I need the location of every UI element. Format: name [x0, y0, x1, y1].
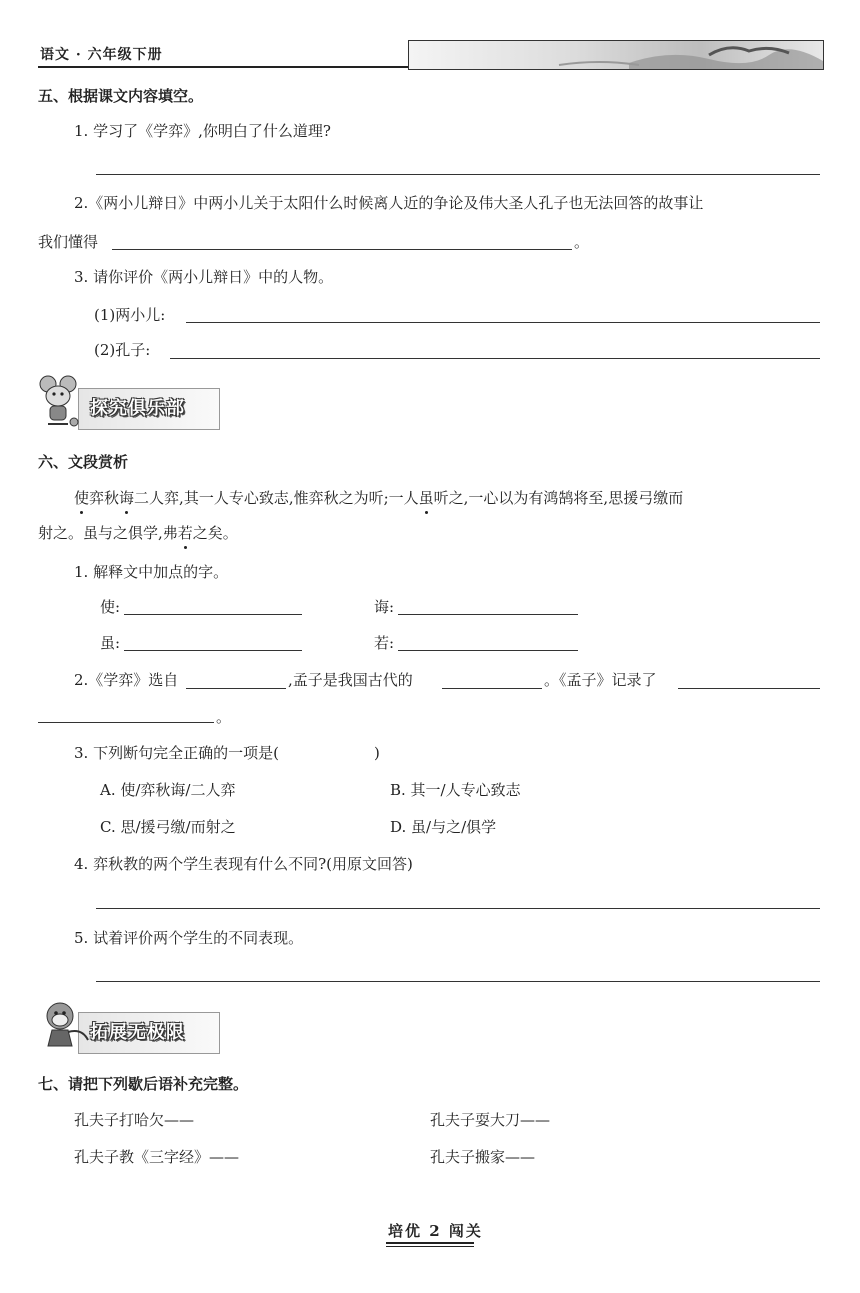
s5-q2-prefix: 我们懂得	[38, 233, 99, 251]
word-line-sui[interactable]	[124, 650, 302, 651]
s6-q2-part-a: 2.《学弈》选自	[74, 671, 179, 689]
s5-q3-part2-line[interactable]	[170, 358, 820, 359]
s6-q2-end: 。	[216, 708, 232, 726]
word-label-sui: 虽:	[100, 634, 121, 652]
club-banner-expand	[38, 998, 220, 1054]
section7-title: 七、请把下列歇后语补充完整。	[38, 1075, 249, 1093]
footer-rule	[386, 1242, 474, 1244]
s5-question-1: 1. 学习了《学弈》,你明白了什么道理?	[74, 122, 331, 140]
s6-q2-part-c: 。《孟子》记录了	[544, 671, 657, 689]
s6-q2-blank-2[interactable]	[442, 688, 542, 689]
idiom-1: 孔夫子打哈欠——	[74, 1111, 195, 1129]
header-rule	[38, 66, 408, 68]
idiom-2: 孔夫子耍大刀——	[430, 1111, 551, 1129]
s6-q2-blank-3-cont[interactable]	[38, 722, 214, 723]
s5-q3-part1-line[interactable]	[186, 322, 820, 323]
word-line-hui[interactable]	[398, 614, 578, 615]
mouse-mascot-icon	[38, 374, 98, 430]
option-d[interactable]: D. 虽/与之/俱学	[390, 818, 497, 836]
dotted-char-hui: 诲	[119, 489, 135, 507]
s6-q2-blank-1[interactable]	[186, 688, 286, 689]
s6-question-3: 3. 下列断句完全正确的一项是(	[74, 744, 279, 762]
club-label: 探究俱乐部	[90, 398, 185, 419]
s5-q2-answer-line[interactable]	[112, 249, 572, 250]
s6-question-4: 4. 弈秋教的两个学生表现有什么不同?(用原文回答)	[74, 855, 413, 873]
dotted-char-shi: 使	[74, 489, 90, 507]
dotted-char-sui: 虽	[418, 489, 434, 507]
option-a[interactable]: A. 使/弈秋诲/二人弈	[100, 781, 236, 799]
s5-q1-answer-line[interactable]	[96, 174, 820, 175]
header-subject: 语文 · 六年级下册	[40, 47, 163, 63]
word-label-hui: 诲:	[374, 598, 395, 616]
word-label-shi: 使:	[100, 598, 121, 616]
footer-rule-thin	[386, 1246, 474, 1247]
word-line-shi[interactable]	[124, 614, 302, 615]
option-c[interactable]: C. 思/援弓缴/而射之	[100, 818, 236, 836]
s6-question-5: 5. 试着评价两个学生的不同表现。	[74, 929, 304, 947]
club-label: 拓展无极限	[90, 1022, 185, 1043]
idiom-4: 孔夫子搬家——	[430, 1148, 536, 1166]
section6-title: 六、文段赏析	[38, 453, 129, 471]
monkey-mascot-icon	[38, 998, 98, 1054]
header-banner-image	[408, 40, 824, 70]
s6-q5-answer-line[interactable]	[96, 981, 820, 982]
idiom-3: 孔夫子教《三字经》——	[74, 1148, 240, 1166]
club-banner-explore	[38, 374, 220, 430]
s6-q2-blank-3[interactable]	[678, 688, 820, 689]
s6-passage-line2: 射之。虽与之俱学,弗若之矣。	[38, 524, 238, 542]
s5-q3-part2-label: (2)孔子:	[94, 341, 151, 359]
landscape-icon	[409, 41, 823, 69]
s6-passage-line1: 使弈秋诲二人弈,其一人专心致志,惟弈秋之为听;一人虽听之,一心以为有鸿鹄将至,思援弓缴而	[74, 489, 684, 507]
s6-question-1: 1. 解释文中加点的字。	[74, 563, 229, 581]
s5-q2-suffix: 。	[574, 233, 590, 251]
s5-question-3: 3. 请你评价《两小儿辩日》中的人物。	[74, 268, 334, 286]
option-b[interactable]: B. 其一/人专心致志	[390, 781, 521, 799]
s6-q3-close-paren: )	[374, 744, 380, 762]
s5-q3-part1-label: (1)两小儿:	[94, 306, 166, 324]
page-footer: 培优 2 闯关	[388, 1222, 483, 1240]
word-line-ruo[interactable]	[398, 650, 578, 651]
s6-q2-part-b: ,孟子是我国古代的	[288, 671, 413, 689]
dotted-char-ruo: 若	[177, 524, 193, 542]
word-label-ruo: 若:	[374, 634, 395, 652]
s6-q4-answer-line[interactable]	[96, 908, 820, 909]
section5-title: 五、根据课文内容填空。	[38, 87, 204, 105]
s5-question-2: 2.《两小儿辩日》中两小儿关于太阳什么时候离人近的争论及伟大圣人孔子也无法回答的故事让	[74, 194, 704, 212]
